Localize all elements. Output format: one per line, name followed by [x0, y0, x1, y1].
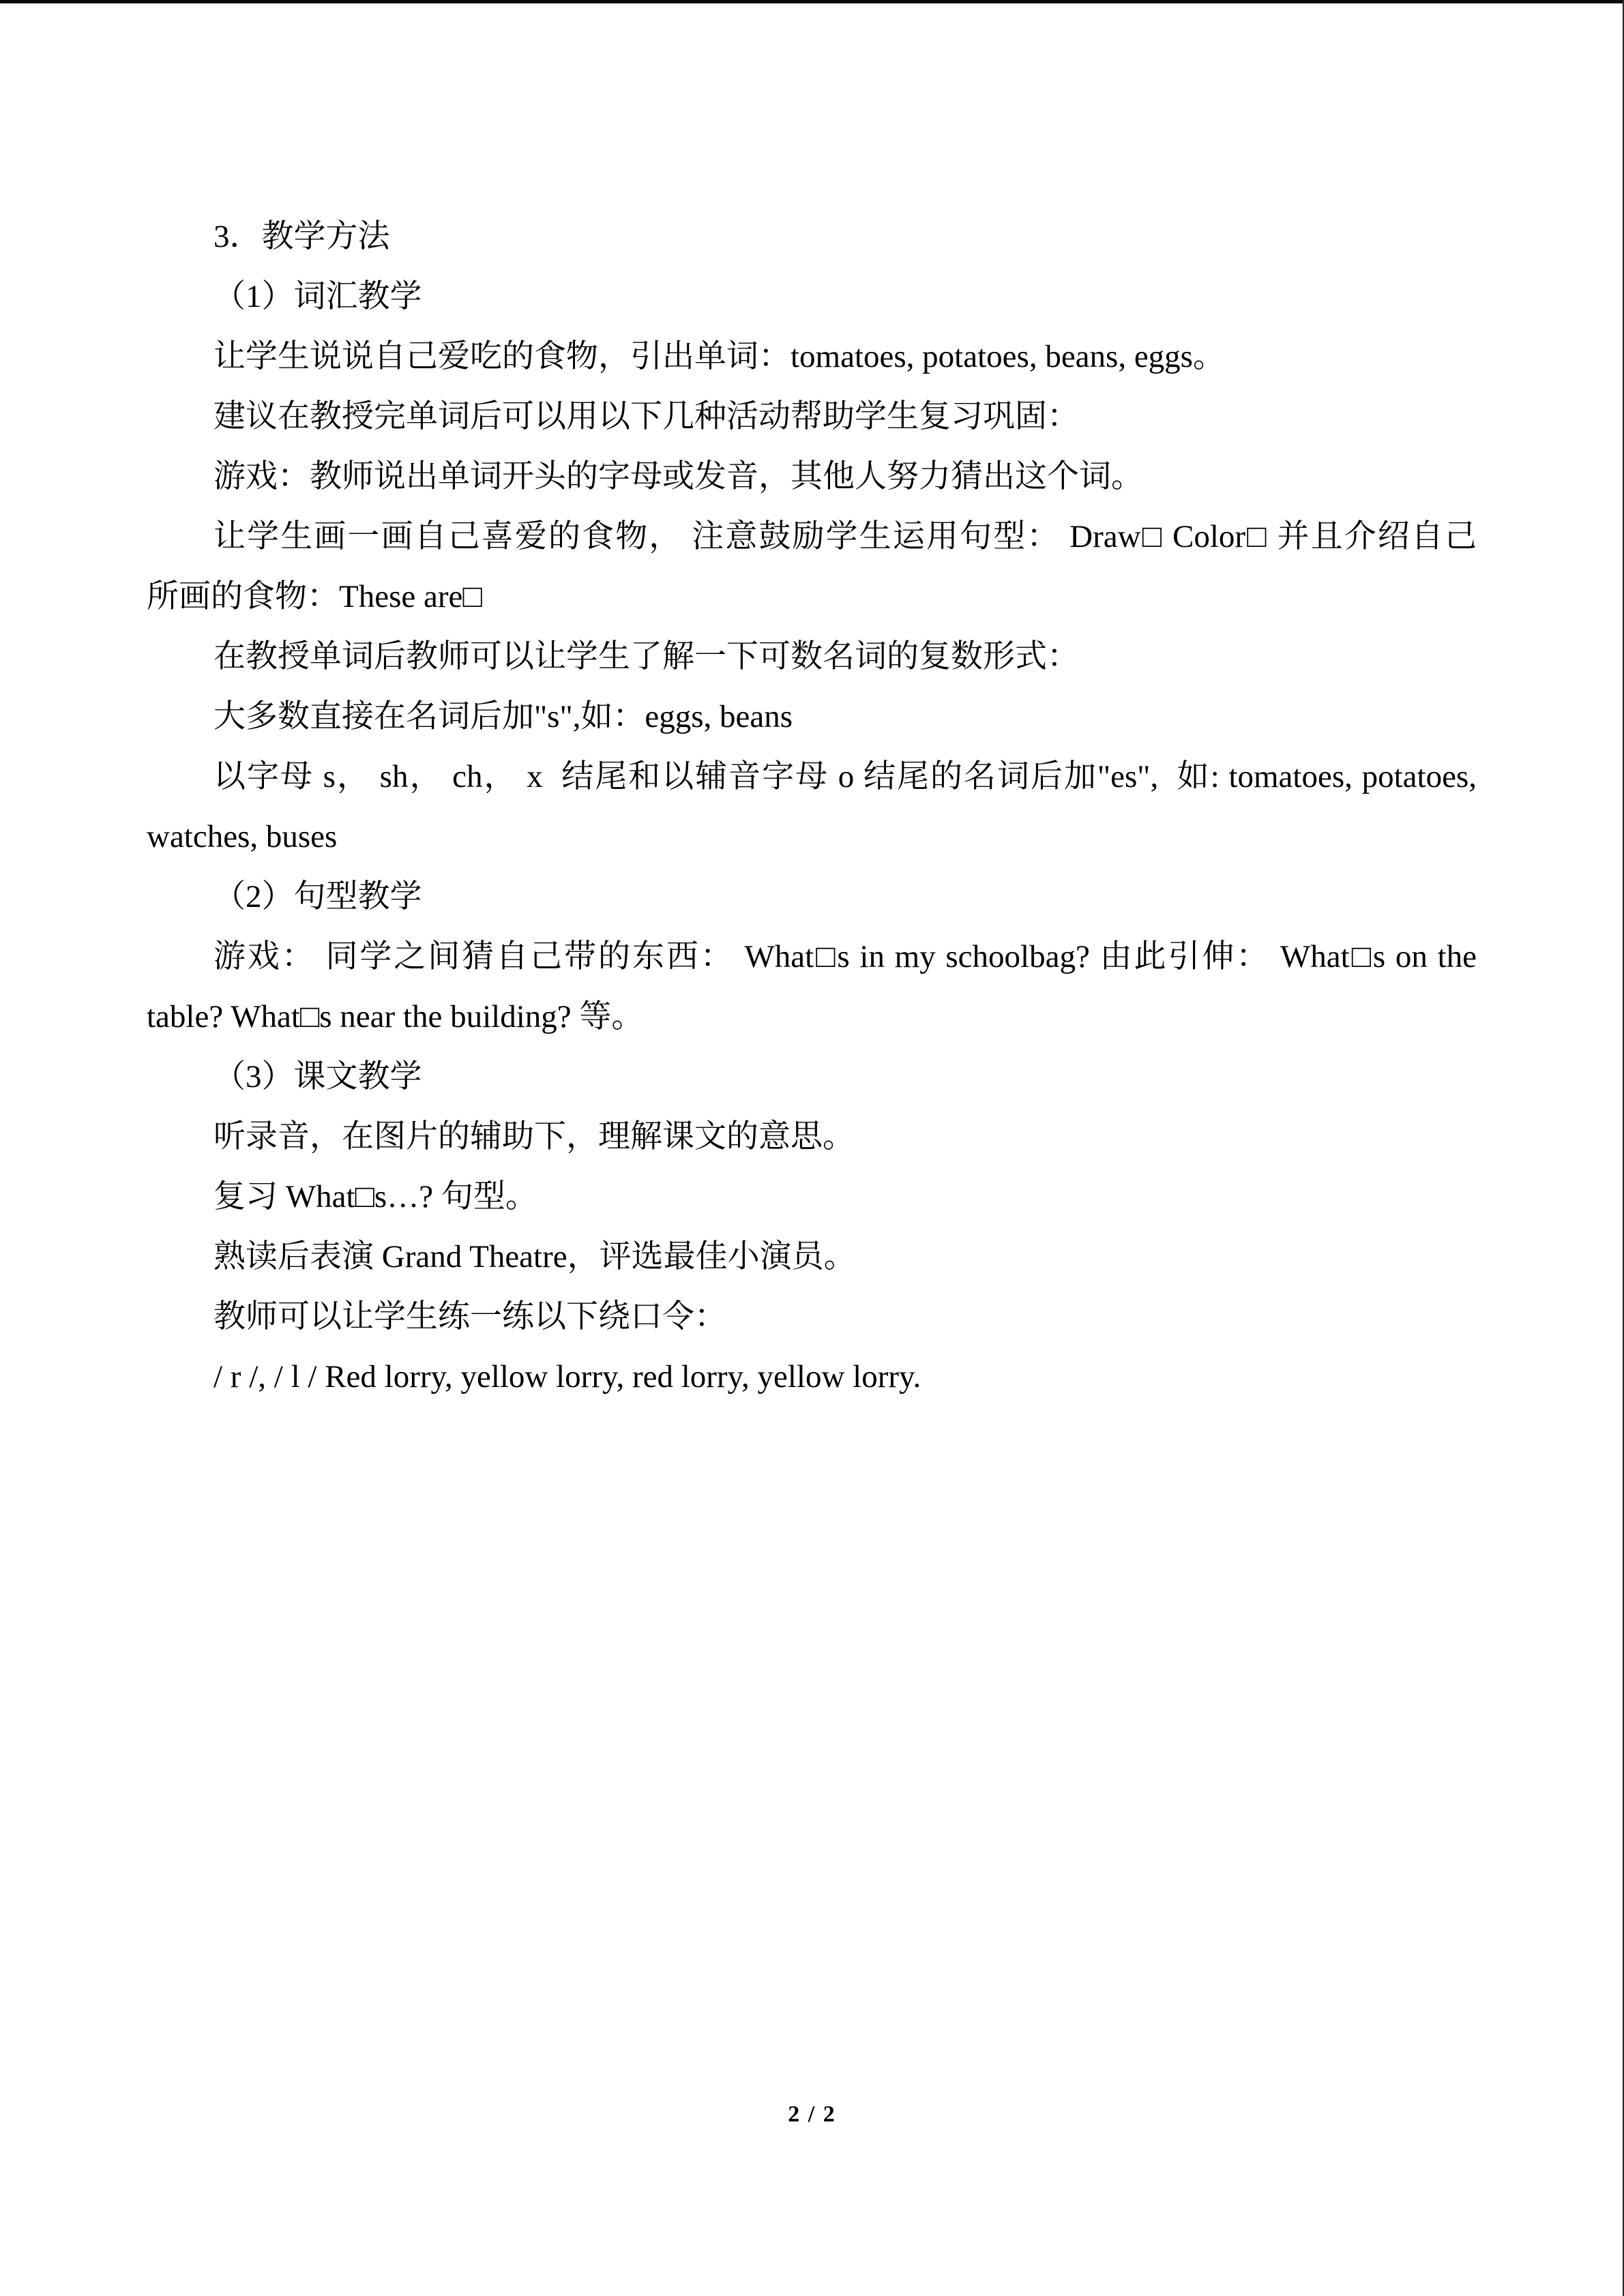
page-top-edge: [0, 0, 1624, 3]
text-line-20: / r /, / l / Red lorry, yellow lorry, red lorry, yellow lorry.: [213, 1359, 921, 1395]
text-line-1: 3．教学方法: [213, 219, 390, 254]
text-line-12: （2）句型教学: [213, 879, 422, 914]
page-footer: [0, 2102, 1624, 2128]
text-line-16: 听录音，在图片的辅助下，理解课文的意思。: [213, 1119, 855, 1154]
text-line-18: 熟读后表演 Grand Theatre，评选最佳小演员。: [213, 1239, 856, 1274]
text-line-6: 让学生画一画自己喜爱的食物， 注意鼓励学生运用句型： Draw□ Color□ 并且介绍自己: [213, 519, 1477, 554]
text-line-3: 让学生说说自己爱吃的食物，引出单词：tomatoes, potatoes, beans, eggs。: [213, 339, 1225, 374]
text-line-17: 复习 What□s…? 句型。: [213, 1179, 537, 1214]
text-line-4: 建议在教授完单词后可以用以下几种活动帮助学生复习巩固：: [213, 399, 1079, 434]
text-line-2: （1）词汇教学: [213, 279, 422, 314]
text-line-15: （3）课文教学: [213, 1059, 422, 1094]
text-line-13: 游戏： 同学之间猜自己带的东西： What□s in my schoolbag? 由此引伸： What□s on the: [213, 939, 1477, 974]
text-line-14: table? What□s near the building? 等。: [147, 999, 644, 1034]
page-number: 2 / 2: [788, 2102, 836, 2127]
text-line-19: 教师可以让学生练一练以下绕口令：: [213, 1299, 726, 1335]
text-line-11: watches, buses: [147, 819, 338, 854]
text-line-7: 所画的食物：These are□: [147, 579, 482, 614]
text-line-10: 以字母 s， sh， ch， x 结尾和以辅音字母 o 结尾的名词后加"es", 如: tomatoes, potatoes,: [213, 759, 1477, 794]
text-line-9: 大多数直接在名词后加"s",如：eggs, beans: [213, 699, 793, 734]
text-line-5: 游戏：教师说出单词开头的字母或发音，其他人努力猜出这个词。: [213, 459, 1143, 494]
text-line-8: 在教授单词后教师可以让学生了解一下可数名词的复数形式：: [213, 639, 1079, 674]
document-body: [147, 207, 1477, 1407]
